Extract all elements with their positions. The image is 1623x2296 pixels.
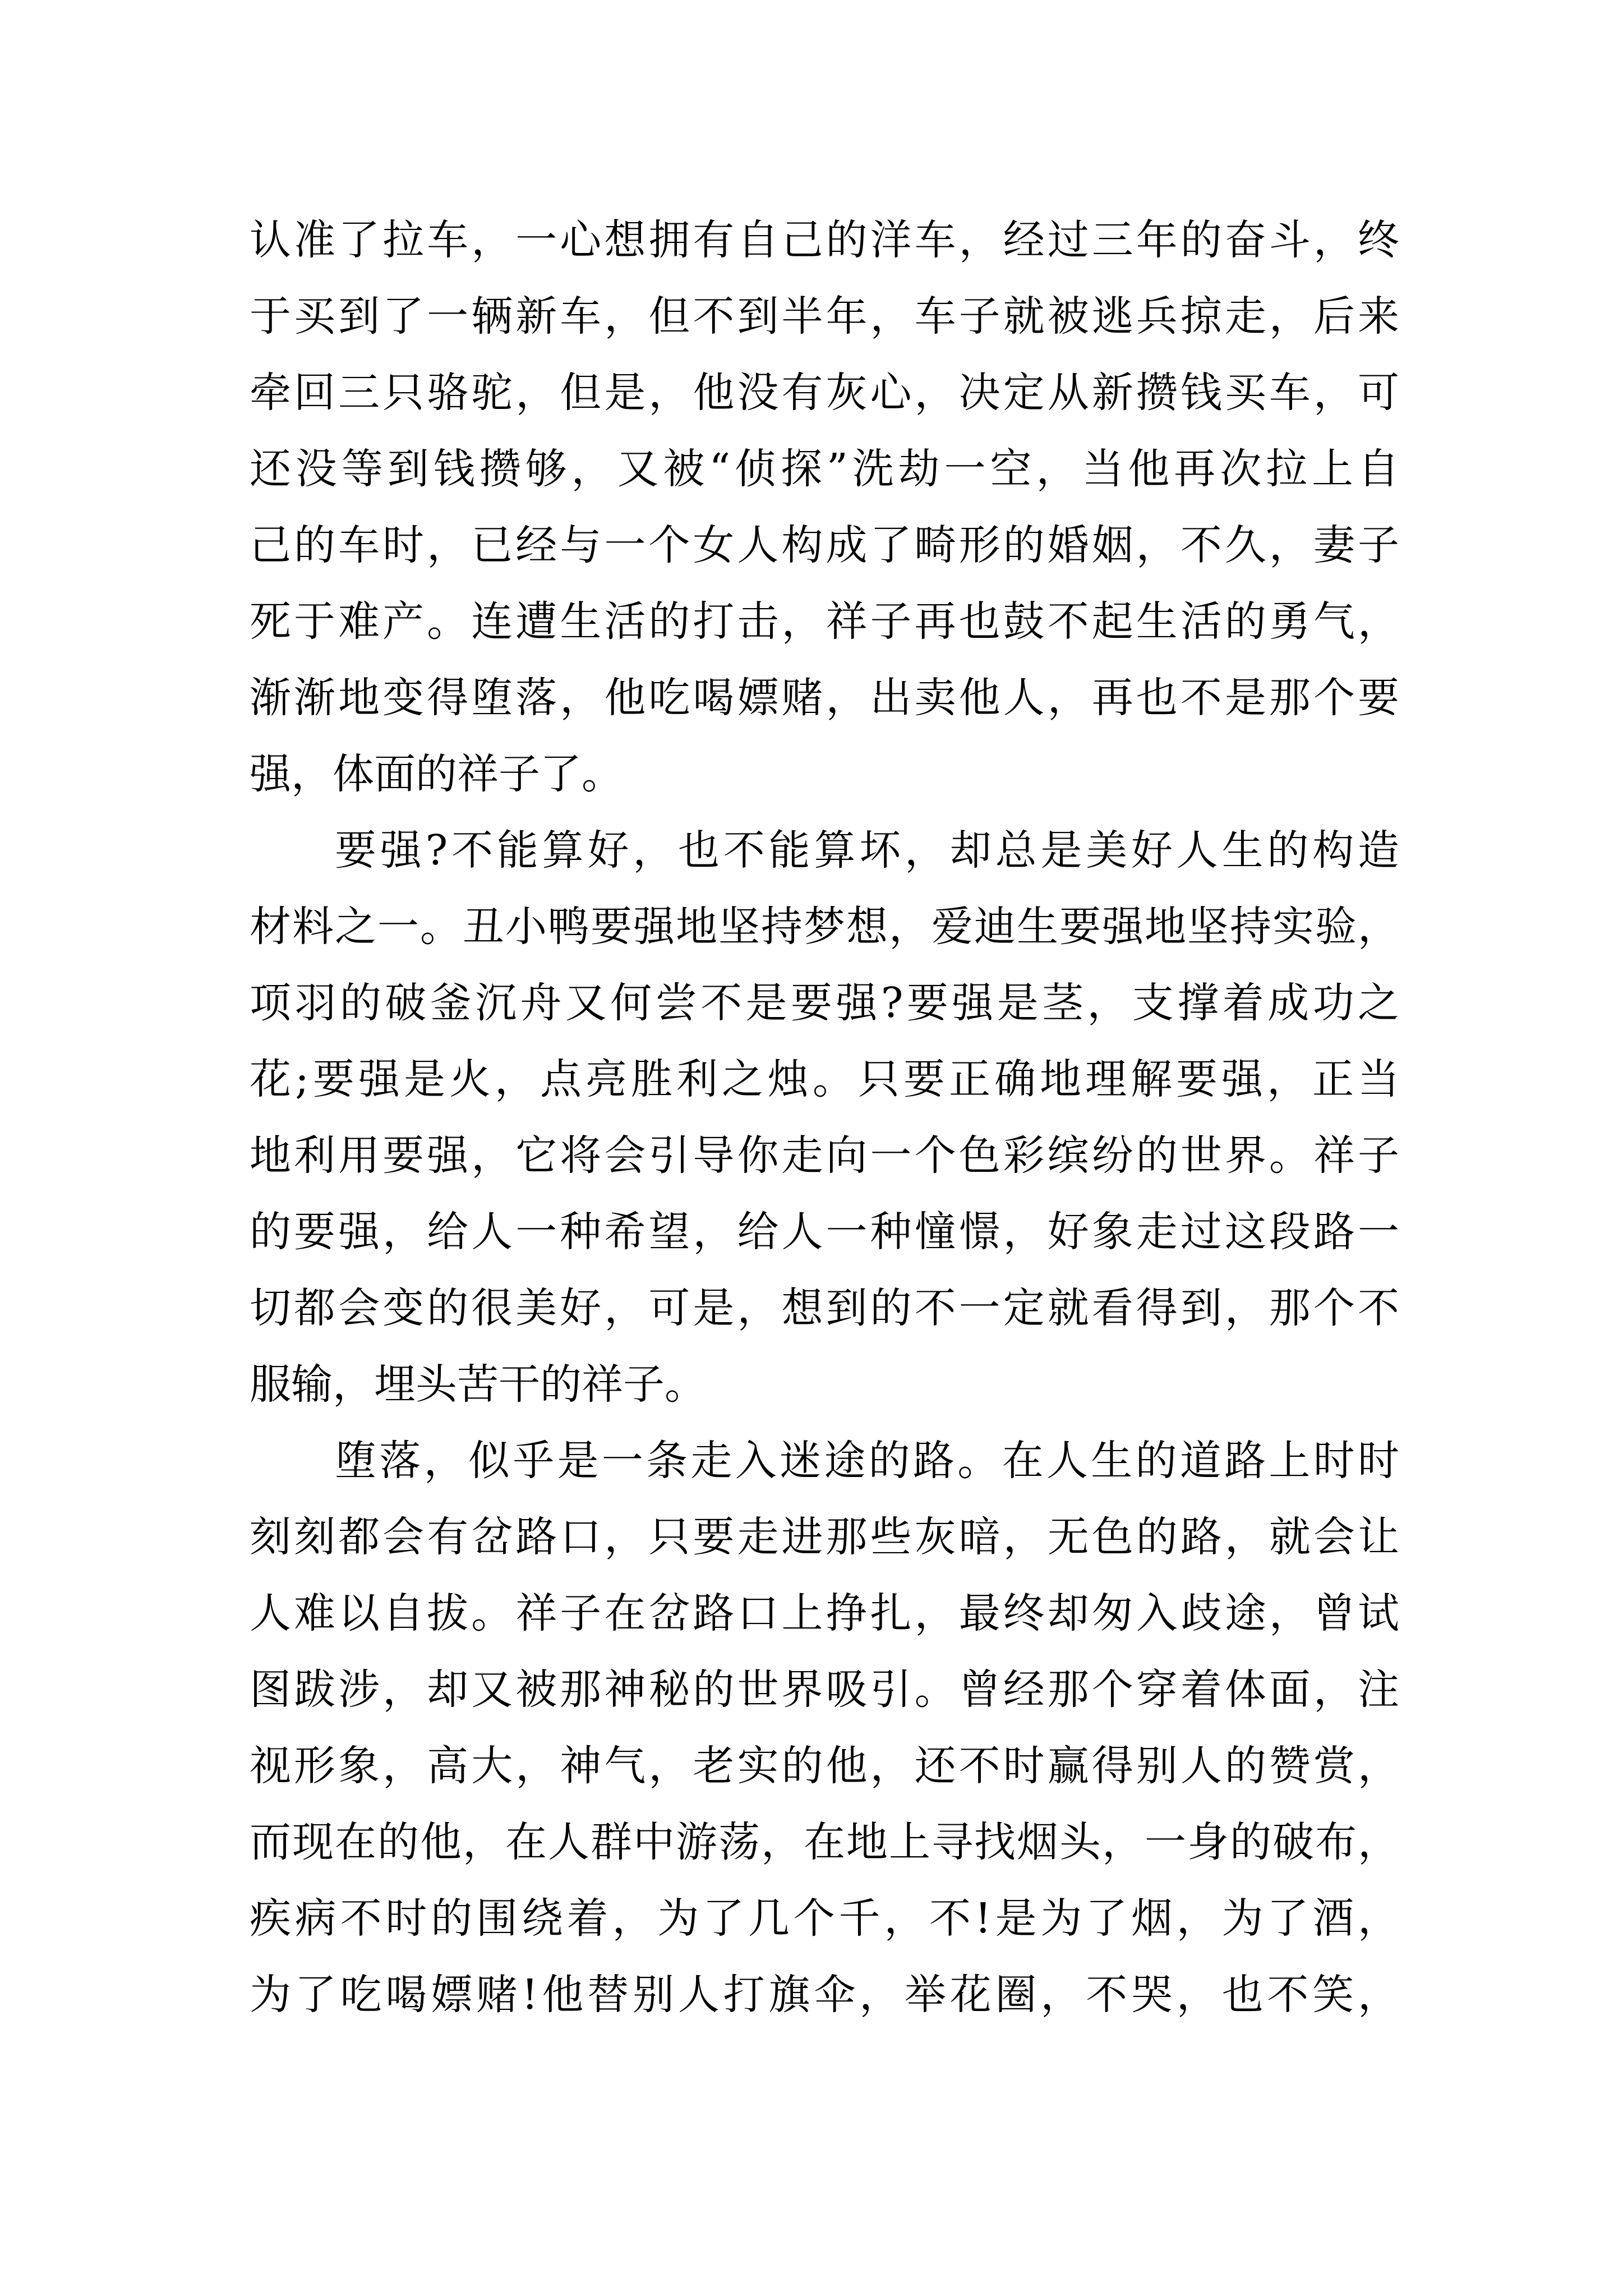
text-line: 渐渐地变得堕落，他吃喝嫖赌，出卖他人，再也不是那个要 (250, 674, 1399, 722)
paragraph-2 (250, 812, 1399, 1423)
text-line: 认准了拉车，一心想拥有自己的洋车，经过三年的奋斗，终 (250, 216, 1399, 264)
paragraph-1 (250, 202, 1399, 812)
text-line: 切都会变的很美好，可是，想到的不一定就看得到，那个不 (250, 1284, 1399, 1332)
text-line: 项羽的破釜沉舟又何尝不是要强?要强是茎，支撑着成功之 (250, 979, 1399, 1027)
text-line: 还没等到钱攒够，又被“侦探”洗劫一空，当他再次拉上自 (250, 445, 1399, 493)
text-line: 服输，埋头苦干的祥子。 (250, 1360, 706, 1409)
text-line: 死于难产。连遭生活的打击，祥子再也鼓不起生活的勇气， (250, 597, 1399, 646)
text-line: 己的车时，已经与一个女人构成了畸形的婚姻，不久，妻子 (250, 521, 1399, 569)
text-line: 地利用要强，它将会引导你走向一个色彩缤纷的世界。祥子 (250, 1131, 1399, 1180)
text-line: 为了吃喝嫖赌!他替别人打旗伞，举花圈，不哭，也不笑， (250, 1971, 1399, 2019)
text-line: 图跋涉，却又被那神秘的世界吸引。曾经那个穿着体面，注 (250, 1665, 1399, 1714)
text-line: 强，体面的祥子了。 (250, 750, 623, 798)
text-line: 而现在的他，在人群中游荡，在地上寻找烟头，一身的破布， (250, 1818, 1399, 1866)
text-line: 材料之一。丑小鸭要强地坚持梦想，爱迪生要强地坚持实验， (250, 903, 1399, 951)
text-line: 花;要强是火，点亮胜利之烛。只要正确地理解要强，正当 (250, 1055, 1399, 1103)
text-line: 人难以自拔。祥子在岔路口上挣扎，最终却匆入歧途，曾试 (250, 1589, 1399, 1637)
text-line: 堕落，似乎是一条走入迷途的路。在人生的道路上时时 (335, 1437, 1399, 1485)
body-text (250, 202, 1399, 2033)
paragraph-3 (250, 1423, 1399, 2033)
text-line: 的要强，给人一种希望，给人一种憧憬，好象走过这段路一 (250, 1208, 1399, 1256)
text-line: 要强?不能算好，也不能算坏，却总是美好人生的构造 (335, 826, 1399, 875)
text-line: 牵回三只骆驼，但是，他没有灰心，决定从新攒钱买车，可 (250, 369, 1399, 417)
text-line: 于买到了一辆新车，但不到半年，车子就被逃兵掠走，后来 (250, 292, 1399, 341)
text-line: 刻刻都会有岔路口，只要走进那些灰暗，无色的路，就会让 (250, 1513, 1399, 1561)
text-line: 视形象，高大，神气，老实的他，还不时赢得别人的赞赏， (250, 1742, 1399, 1790)
text-line: 疾病不时的围绕着，为了几个千，不!是为了烟，为了酒， (250, 1894, 1399, 1943)
